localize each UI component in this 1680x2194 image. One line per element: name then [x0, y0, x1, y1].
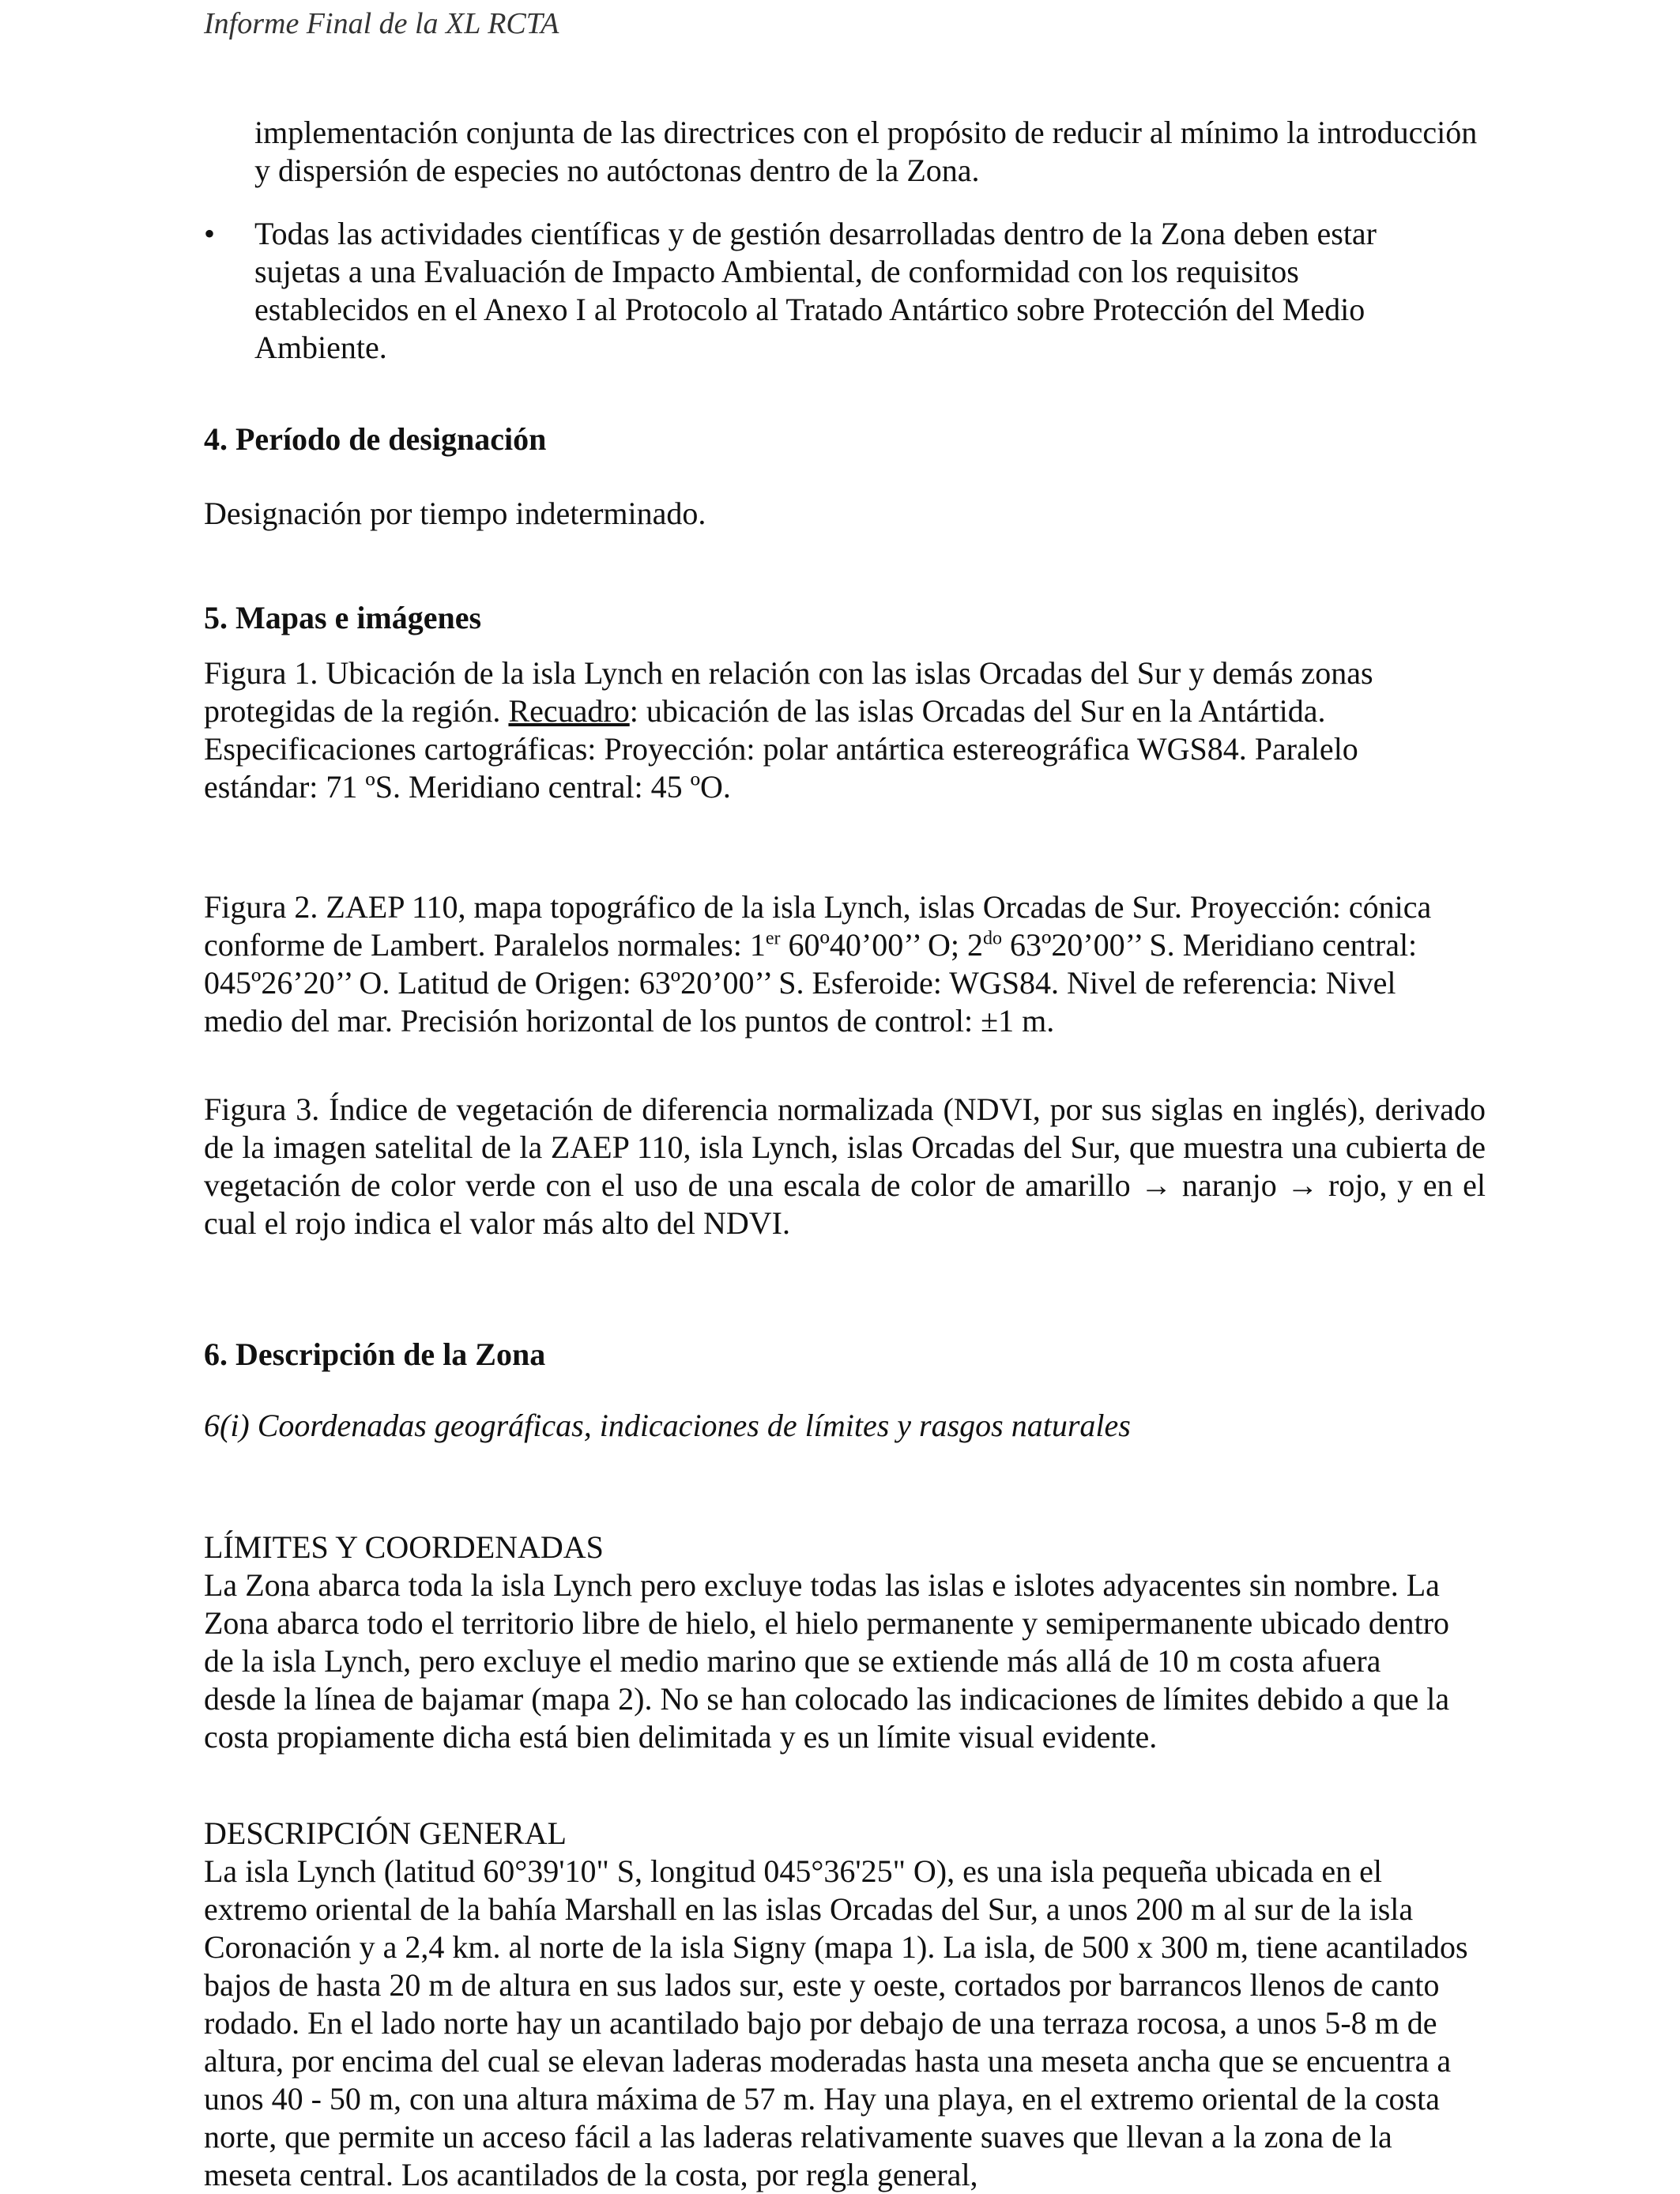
section-6-subheading: 6(i) Coordenadas geográficas, indicaciones de límites y rasgos naturales [204, 1408, 1131, 1443]
figure-2-text-c: 63º20’00’’ S. Meridiano central: 045º26’20’’ O. Latitud de Origen: 63º20’00’’ S. Esferoide: WGS84. Nivel de referencia: Nivel medio del mar. Precisión horizontal de los puntos de control: ±1 m. [204, 927, 1418, 1039]
bullet-icon: • [204, 216, 216, 251]
figure-2-sup-2: do [982, 928, 1002, 949]
figure-1-text-b: : ubicación de las islas Orcadas del Sur en la Antártida. Especificaciones cartográficas: Proyección: polar antártica estereográfica WGS84. Paralelo estándar: 71 ºS. Meridiano central: 45 ºO. [204, 693, 1358, 805]
section-5-heading: 5. Mapas e imágenes [204, 600, 482, 635]
general-body: La isla Lynch (latitud 60°39'10" S, longitud 045°36'25" O), es una isla pequeña ubicada en el extremo oriental de la bahía Marshall en las islas Orcadas del Sur, a unos 200 m al sur de la isla Coronación y a 2,4 km. al norte de la isla Signy (mapa 1). La isla, de 500 x 300 m, tiene acantilados bajos de hasta 20 m de altura en sus lados sur, este y oeste, cortados por barrancos llenos de canto rodado. En el lado norte hay un acantilado bajo por debajo de una terraza rocosa, a unos 5-8 m de altura, por encima del cual se elevan laderas moderadas hasta una meseta ancha que se encuentra a unos 40 - 50 m, con una altura máxima de 57 m. Hay una playa, en el extremo oriental de la costa norte, que permite un acceso fácil a las laderas relativamente suaves que llevan a la zona de la meseta central. Los acantilados de la costa, por regla general, [204, 1853, 1468, 2192]
limits-body: La Zona abarca toda la isla Lynch pero excluye todas las islas e islotes adyacentes sin nombre. La Zona abarca todo el territorio libre de hielo, el hielo permanente y semipermanente ubicado dentro de la isla Lynch, pero excluye el medio marino que se extiende más allá de 10 m costa afuera desde la línea de bajamar (mapa 2). No se han colocado las indicaciones de límites debido a que la costa propiamente dicha está bien delimitada y es un límite visual evidente. [204, 1567, 1450, 1755]
general-title: DESCRIPCIÓN GENERAL [204, 1815, 567, 1851]
section-6-heading: 6. Descripción de la Zona [204, 1336, 546, 1372]
figure-1-text-a: Figura 1. Ubicación de la isla Lynch en relación con las islas Orcadas del Sur y demás zonas protegidas de la región. [204, 655, 1373, 729]
figure-1-inset-label: Recuadro [508, 693, 630, 729]
section-4-heading: 4. Período de designación [204, 421, 547, 457]
limits-title: LÍMITES Y COORDENADAS [204, 1529, 604, 1565]
section-4-body: Designación por tiempo indeterminado. [204, 496, 706, 531]
figure-3-caption: Figura 3. Índice de vegetación de diferencia normalizada (NDVI, por sus siglas en inglés), derivado de la imagen satelital de la ZAEP 110, isla Lynch, islas Orcadas del Sur, que muestra una cubierta de vegetación de color verde con el uso de una escala de color de amarillo → naranjo → rojo, y en el cual el rojo indica el valor más alto del NDVI. [204, 1091, 1486, 1241]
figure-2-caption [204, 888, 1452, 1040]
bullet-item: Todas las actividades científicas y de gestión desarrolladas dentro de la Zona deben estar sujetas a una Evaluación de Impacto Ambiental, de conformidad con los requisitos establecidos en el Anexo I al Protocolo al Tratado Antártico sobre Protección del Medio Ambiente. [254, 216, 1377, 365]
bullet-continuation: implementación conjunta de las directrices con el propósito de reducir al mínimo la introducción y dispersión de especies no autóctonas dentro de la Zona. [254, 115, 1478, 188]
figure-2-text-a: Figura 2. ZAEP 110, mapa topográfico de la isla Lynch, islas Orcadas de Sur. Proyección: cónica conforme de Lambert. Paralelos normales: 1 [204, 889, 1432, 963]
figure-1-caption [204, 654, 1437, 806]
figure-2-sup-1: er [765, 928, 781, 949]
running-header: Informe Final de la XL RCTA [204, 7, 559, 40]
figure-2-text-b: 60º40’00’’ O; 2 [780, 927, 983, 963]
